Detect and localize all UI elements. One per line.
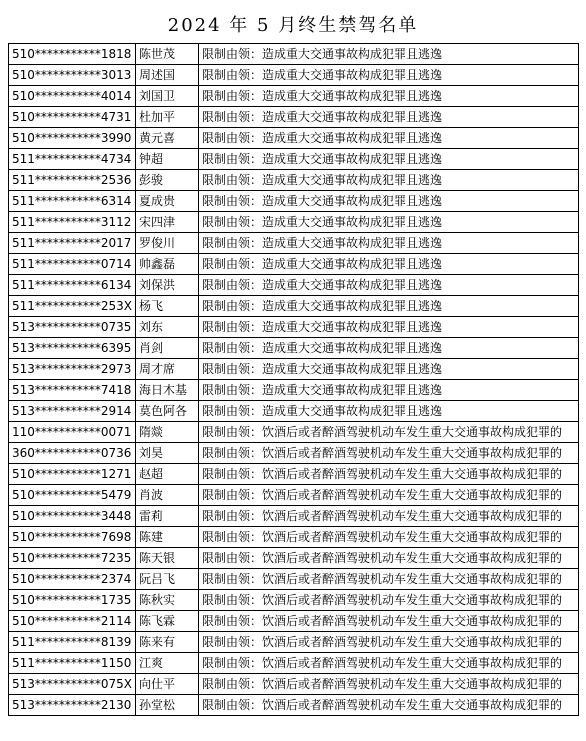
id-number-cell: 513***********2914 xyxy=(9,401,136,422)
id-number-cell: 511***********2536 xyxy=(9,170,136,191)
restriction-reason-cell: 限制由领：饮酒后或者醉酒驾驶机动车发生重大交通事故构成犯罪的 xyxy=(199,569,579,590)
person-name-cell: 肖剑 xyxy=(136,338,199,359)
person-name-cell: 周述国 xyxy=(136,65,199,86)
id-number-cell: 510***********3990 xyxy=(9,128,136,149)
table-row xyxy=(9,443,579,464)
restriction-reason-cell: 限制由领：饮酒后或者醉酒驾驶机动车发生重大交通事故构成犯罪的 xyxy=(199,674,579,695)
ban-list-table xyxy=(8,43,579,716)
person-name-cell: 刘保洪 xyxy=(136,275,199,296)
id-number-cell: 511***********6314 xyxy=(9,191,136,212)
id-number-cell: 510***********5479 xyxy=(9,485,136,506)
page-title: 2024 年 5 月终生禁驾名单 xyxy=(167,15,419,36)
restriction-reason-cell: 限制由领：造成重大交通事故构成犯罪且逃逸 xyxy=(199,44,579,65)
restriction-reason-cell: 限制由领：饮酒后或者醉酒驾驶机动车发生重大交通事故构成犯罪的 xyxy=(199,695,579,716)
table-row xyxy=(9,254,579,275)
table-row xyxy=(9,149,579,170)
restriction-reason-cell: 限制由领：造成重大交通事故构成犯罪且逃逸 xyxy=(199,107,579,128)
table-row xyxy=(9,401,579,422)
person-name-cell: 夏成贵 xyxy=(136,191,199,212)
table-row xyxy=(9,86,579,107)
table-row xyxy=(9,506,579,527)
table-row xyxy=(9,485,579,506)
id-number-cell: 510***********3448 xyxy=(9,506,136,527)
id-number-cell: 513***********7418 xyxy=(9,380,136,401)
table-row xyxy=(9,317,579,338)
person-name-cell: 杜加平 xyxy=(136,107,199,128)
person-name-cell: 孙堂松 xyxy=(136,695,199,716)
restriction-reason-cell: 限制由领：造成重大交通事故构成犯罪且逃逸 xyxy=(199,149,579,170)
table-row xyxy=(9,422,579,443)
restriction-reason-cell: 限制由领：饮酒后或者醉酒驾驶机动车发生重大交通事故构成犯罪的 xyxy=(199,611,579,632)
person-name-cell: 陈建 xyxy=(136,527,199,548)
table-row xyxy=(9,674,579,695)
id-number-cell: 511***********6134 xyxy=(9,275,136,296)
person-name-cell: 阮吕飞 xyxy=(136,569,199,590)
person-name-cell: 帅鑫磊 xyxy=(136,254,199,275)
id-number-cell: 510***********1271 xyxy=(9,464,136,485)
restriction-reason-cell: 限制由领：造成重大交通事故构成犯罪且逃逸 xyxy=(199,128,579,149)
person-name-cell: 陈飞霖 xyxy=(136,611,199,632)
restriction-reason-cell: 限制由领：造成重大交通事故构成犯罪且逃逸 xyxy=(199,86,579,107)
table-row xyxy=(9,527,579,548)
id-number-cell: 110***********0071 xyxy=(9,422,136,443)
table-row xyxy=(9,275,579,296)
person-name-cell: 黄元喜 xyxy=(136,128,199,149)
restriction-reason-cell: 限制由领：造成重大交通事故构成犯罪且逃逸 xyxy=(199,254,579,275)
person-name-cell: 陈来有 xyxy=(136,632,199,653)
restriction-reason-cell: 限制由领：造成重大交通事故构成犯罪且逃逸 xyxy=(199,65,579,86)
id-number-cell: 511***********2017 xyxy=(9,233,136,254)
id-number-cell: 513***********2130 xyxy=(9,695,136,716)
person-name-cell: 宋四津 xyxy=(136,212,199,233)
id-number-cell: 511***********253X xyxy=(9,296,136,317)
restriction-reason-cell: 限制由领：造成重大交通事故构成犯罪且逃逸 xyxy=(199,380,579,401)
id-number-cell: 510***********2114 xyxy=(9,611,136,632)
table-row xyxy=(9,611,579,632)
restriction-reason-cell: 限制由领：造成重大交通事故构成犯罪且逃逸 xyxy=(199,338,579,359)
id-number-cell: 510***********1818 xyxy=(9,44,136,65)
person-name-cell: 莫色阿各 xyxy=(136,401,199,422)
person-name-cell: 刘东 xyxy=(136,317,199,338)
table-row xyxy=(9,44,579,65)
table-row xyxy=(9,65,579,86)
person-name-cell: 江爽 xyxy=(136,653,199,674)
person-name-cell: 彭骏 xyxy=(136,170,199,191)
id-number-cell: 511***********1150 xyxy=(9,653,136,674)
person-name-cell: 陈秋实 xyxy=(136,590,199,611)
id-number-cell: 510***********4731 xyxy=(9,107,136,128)
table-row xyxy=(9,548,579,569)
table-row xyxy=(9,212,579,233)
id-number-cell: 513***********6395 xyxy=(9,338,136,359)
restriction-reason-cell: 限制由领：造成重大交通事故构成犯罪且逃逸 xyxy=(199,296,579,317)
table-row xyxy=(9,632,579,653)
table-row xyxy=(9,464,579,485)
restriction-reason-cell: 限制由领：造成重大交通事故构成犯罪且逃逸 xyxy=(199,170,579,191)
person-name-cell: 海日木基 xyxy=(136,380,199,401)
id-number-cell: 510***********4014 xyxy=(9,86,136,107)
id-number-cell: 511***********8139 xyxy=(9,632,136,653)
ban-list-body xyxy=(9,44,579,716)
restriction-reason-cell: 限制由领：饮酒后或者醉酒驾驶机动车发生重大交通事故构成犯罪的 xyxy=(199,464,579,485)
id-number-cell: 510***********7235 xyxy=(9,548,136,569)
person-name-cell: 赵超 xyxy=(136,464,199,485)
restriction-reason-cell: 限制由领：饮酒后或者醉酒驾驶机动车发生重大交通事故构成犯罪的 xyxy=(199,653,579,674)
person-name-cell: 刘昊 xyxy=(136,443,199,464)
table-row xyxy=(9,569,579,590)
person-name-cell: 陈天银 xyxy=(136,548,199,569)
id-number-cell: 510***********1735 xyxy=(9,590,136,611)
restriction-reason-cell: 限制由领：饮酒后或者醉酒驾驶机动车发生重大交通事故构成犯罪的 xyxy=(199,422,579,443)
id-number-cell: 513***********0735 xyxy=(9,317,136,338)
table-row xyxy=(9,170,579,191)
person-name-cell: 隋燚 xyxy=(136,422,199,443)
restriction-reason-cell: 限制由领：饮酒后或者醉酒驾驶机动车发生重大交通事故构成犯罪的 xyxy=(199,548,579,569)
table-row xyxy=(9,359,579,380)
table-row xyxy=(9,653,579,674)
id-number-cell: 360***********0736 xyxy=(9,443,136,464)
restriction-reason-cell: 限制由领：饮酒后或者醉酒驾驶机动车发生重大交通事故构成犯罪的 xyxy=(199,632,579,653)
restriction-reason-cell: 限制由领：造成重大交通事故构成犯罪且逃逸 xyxy=(199,212,579,233)
restriction-reason-cell: 限制由领：造成重大交通事故构成犯罪且逃逸 xyxy=(199,275,579,296)
id-number-cell: 510***********2374 xyxy=(9,569,136,590)
person-name-cell: 杨飞 xyxy=(136,296,199,317)
person-name-cell: 罗俊川 xyxy=(136,233,199,254)
restriction-reason-cell: 限制由领：饮酒后或者醉酒驾驶机动车发生重大交通事故构成犯罪的 xyxy=(199,506,579,527)
id-number-cell: 511***********3112 xyxy=(9,212,136,233)
restriction-reason-cell: 限制由领：造成重大交通事故构成犯罪且逃逸 xyxy=(199,191,579,212)
person-name-cell: 周才席 xyxy=(136,359,199,380)
id-number-cell: 511***********4734 xyxy=(9,149,136,170)
restriction-reason-cell: 限制由领：造成重大交通事故构成犯罪且逃逸 xyxy=(199,317,579,338)
restriction-reason-cell: 限制由领：造成重大交通事故构成犯罪且逃逸 xyxy=(199,401,579,422)
restriction-reason-cell: 限制由领：饮酒后或者醉酒驾驶机动车发生重大交通事故构成犯罪的 xyxy=(199,590,579,611)
person-name-cell: 向仕平 xyxy=(136,674,199,695)
restriction-reason-cell: 限制由领：饮酒后或者醉酒驾驶机动车发生重大交通事故构成犯罪的 xyxy=(199,527,579,548)
table-row xyxy=(9,695,579,716)
id-number-cell: 511***********0714 xyxy=(9,254,136,275)
table-row xyxy=(9,233,579,254)
person-name-cell: 刘国卫 xyxy=(136,86,199,107)
table-row xyxy=(9,380,579,401)
table-row xyxy=(9,107,579,128)
person-name-cell: 雷莉 xyxy=(136,506,199,527)
id-number-cell: 513***********075X xyxy=(9,674,136,695)
id-number-cell: 510***********3013 xyxy=(9,65,136,86)
restriction-reason-cell: 限制由领：饮酒后或者醉酒驾驶机动车发生重大交通事故构成犯罪的 xyxy=(199,485,579,506)
person-name-cell: 肖波 xyxy=(136,485,199,506)
restriction-reason-cell: 限制由领：造成重大交通事故构成犯罪且逃逸 xyxy=(199,359,579,380)
table-row xyxy=(9,191,579,212)
table-row xyxy=(9,590,579,611)
id-number-cell: 510***********7698 xyxy=(9,527,136,548)
restriction-reason-cell: 限制由领：饮酒后或者醉酒驾驶机动车发生重大交通事故构成犯罪的 xyxy=(199,443,579,464)
id-number-cell: 513***********2973 xyxy=(9,359,136,380)
table-row xyxy=(9,338,579,359)
restriction-reason-cell: 限制由领：造成重大交通事故构成犯罪且逃逸 xyxy=(199,233,579,254)
table-row xyxy=(9,296,579,317)
person-name-cell: 钟超 xyxy=(136,149,199,170)
person-name-cell: 陈世茂 xyxy=(136,44,199,65)
table-row xyxy=(9,128,579,149)
